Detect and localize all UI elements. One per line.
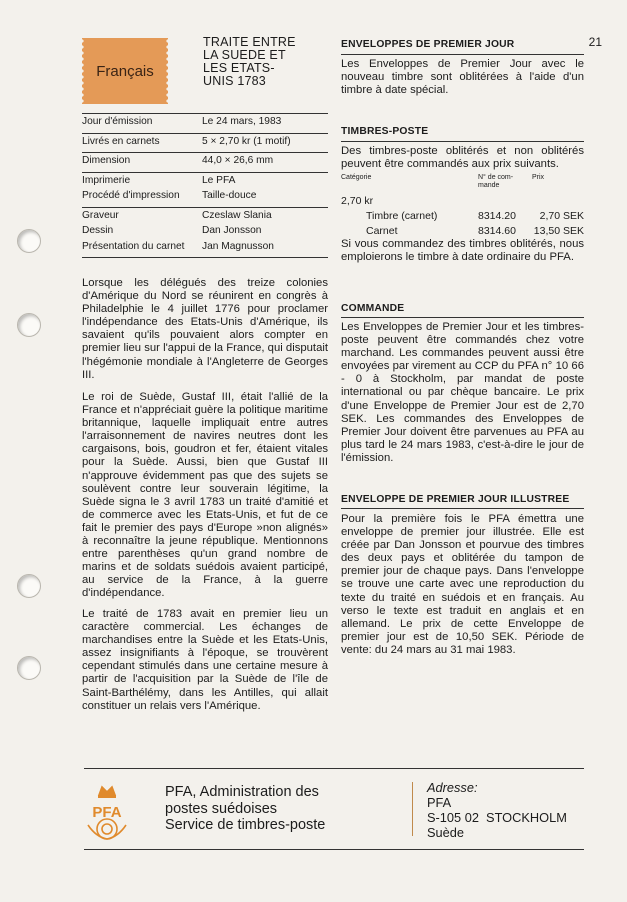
detail-label: Imprimerie (82, 174, 131, 186)
language-stamp-badge (82, 38, 168, 104)
body-paragraph: Lorsque les délégués des treize colonies d'Amérique du Nord se réunirent en congrès à Philadelphie le 4 juillet 1776 pour proclamer l'indépendance des Etats-Unis d'Amérique, ils savaient qu'ils pouvaient alors compter en premier lieu sur l'appui de la France, qui disputait l'hégémonie mondiale à l'Angleterre de Georges III. (82, 277, 328, 381)
section-stamps-intro (341, 145, 584, 171)
header-line: N° de com- (478, 174, 514, 181)
section-stamps-note (341, 238, 584, 264)
org-line: postes suédoises (165, 800, 278, 817)
binder-hole (17, 656, 41, 680)
detail-row (82, 153, 328, 169)
org-line: PFA, Administration des (165, 784, 319, 800)
price-table-header (341, 174, 584, 192)
price-row (341, 224, 584, 239)
price-item: Timbre (carnet) (366, 210, 438, 222)
page-title (203, 36, 323, 88)
title-line: LA SUEDE ET (203, 48, 286, 62)
section-text: Si vous commandez des timbres oblitérés, nous emploierons le timbre à date ordinaire du PFA. (341, 238, 584, 264)
detail-value: 5 × 2,70 kr (1 motif) (202, 135, 291, 147)
price-value: 2,70 SEK (539, 210, 584, 222)
title-line: TRAITE ENTRE (203, 35, 296, 49)
footer-divider (412, 782, 413, 836)
org-line: Service de timbres-poste (165, 817, 326, 833)
divider (341, 54, 584, 55)
address-line: PFA (427, 795, 452, 810)
detail-value: Le 24 mars, 1983 (202, 116, 282, 127)
detail-value: Dan Jonsson (202, 225, 262, 236)
page-number: 21 (588, 35, 602, 49)
price-table (341, 174, 584, 239)
section-text: Des timbres-poste oblitérés et non oblitérés peuvent être commandés aux prix suivants. (341, 145, 584, 171)
section-heading: TIMBRES-POSTE (341, 126, 429, 137)
language-label: Français (96, 62, 154, 80)
detail-value: 44,0 × 26,6 mm (202, 155, 274, 166)
section-text: Pour la première fois le PFA émettra une enveloppe de premier jour illustrée. Elle est créée par Dan Jonsson et pourvue des timbres des deux pays et oblitérée du tampon de premier jour de chaque pays. Dans l'enveloppe se trouve une carte avec une reproduction du texte du traité en suédois et en français. Au verso le texte est traduit en anglais et en allemand. Le prix de cette Enveloppe de premier jour est de 10,50 SEK. Période de vente: du 24 mars au 31 mai 1983. (341, 513, 584, 656)
price-group-row (341, 194, 584, 209)
section-heading: ENVELOPPE DE PREMIER JOUR ILLUSTREE (341, 494, 570, 505)
body-paragraph: Le traité de 1783 avait en premier lieu un caractère commercial. Les échanges de marchandises entre la Suède et les Etats-Unis, assez insignifiants à l'époque, se trouvèrent cependant stimulés dans une certaine mesure à partir de l'acquisition par la Suède de l'île de Saint-Barthélémy, dans les Antilles, qui allait constituer un relais vers l'Amérique. (82, 608, 328, 712)
detail-row (82, 208, 328, 224)
section-illustrated-body (341, 513, 584, 657)
organization-name (165, 784, 325, 834)
price-item: Carnet (366, 225, 398, 237)
price-value: 13,50 SEK (533, 225, 584, 237)
detail-row (82, 188, 328, 204)
column-header-order-no (478, 174, 513, 190)
price-row (341, 209, 584, 224)
section-order (341, 303, 584, 314)
section-text: Les Enveloppes de Premier Jour avec le nouveau timbre sont oblitérées à l'aide d'un timbre à date spécial. (341, 58, 584, 97)
detail-label: Livrés en carnets (82, 135, 160, 147)
price-order-no: 8314.60 (478, 225, 516, 237)
address-line: S-105 02 STOCKHOLM (427, 810, 567, 825)
detail-label: Dessin (82, 225, 114, 236)
detail-label: Procédé d'impression (82, 190, 180, 201)
body-paragraph: Le roi de Suède, Gustaf III, était l'allié de la France et n'appréciait guère la politique maritime britannique, laquelle impliquait entre autres l'arraisonnement de navires neutres dont les cargaisons, bois, goudron et fer, étaient vitales pour la Suède. Aussi, bien que Gustaf III n'approuve évidemment pas que des sujets se soulèvent contre leur souverain légitime, la Suède signa le 3 avril 1783 un traité d'amitié et de commerce avec les Etats-Unis, et fut de ce fait le premier des pays d'Europe »non alignés» à reconnaître la jeune république. Mentionnons entre parenthèses qu'un grand nombre de marins et de soldats suédois avaient participé, au service de la France, à la guerre d'indépendance. (82, 391, 328, 600)
detail-value: Czeslaw Slania (202, 209, 272, 221)
divider (341, 317, 584, 318)
column-header-price: Prix (532, 174, 545, 181)
detail-row (82, 114, 328, 130)
detail-row (82, 239, 328, 255)
logo-text: PFA (92, 804, 122, 821)
section-fdc (341, 39, 584, 50)
divider (341, 141, 584, 142)
section-fdc-body (341, 58, 584, 97)
detail-row (82, 223, 328, 239)
title-line: LES ETATS- (203, 61, 275, 75)
section-order-body (341, 321, 584, 465)
section-heading: COMMANDE (341, 303, 405, 314)
title-line: UNIS 1783 (203, 74, 266, 88)
footer-rule-top (84, 768, 584, 769)
section-illustrated (341, 494, 584, 505)
price-order-no: 8314.20 (478, 210, 516, 222)
detail-value: Le PFA (202, 174, 236, 186)
header-line: mande (478, 182, 500, 189)
footer-rule-bottom (84, 849, 584, 850)
pfa-posthorn-logo (82, 783, 132, 841)
detail-label: Présentation du carnet (82, 240, 185, 252)
binder-hole (17, 313, 41, 337)
postal-address (427, 780, 567, 840)
binder-hole (17, 229, 41, 253)
detail-value: Jan Magnusson (202, 240, 274, 252)
address-line: Suède (427, 825, 465, 840)
detail-row (82, 134, 328, 150)
binder-hole (17, 574, 41, 598)
detail-label: Dimension (82, 155, 131, 166)
detail-label: Jour d'émission (82, 116, 153, 127)
section-heading: ENVELOPPES DE PREMIER JOUR (341, 39, 515, 50)
divider (341, 508, 584, 509)
section-text: Les Enveloppes de Premier Jour et les timbres-poste peuvent être commandés chez votre marchand. Les commandes peuvent aussi être envoyées par virement au CCP du PFA n° 10 66 - 0 à Stockholm, par mandat de poste international ou par chèque bancaire. Le prix d'une Enveloppe de Premier Jour est de 2,70 SEK. Les commandes des Enveloppes de Premier Jour doivent être parvenues au PFA au plus tard le 24 mars 1983, c'est-à-dire le jour de l'émission. (341, 321, 584, 464)
detail-label: Graveur (82, 209, 119, 221)
address-label: Adresse: (427, 780, 478, 795)
detail-row (82, 173, 328, 189)
section-stamps (341, 126, 584, 137)
issue-details-table (82, 113, 328, 258)
divider (82, 257, 328, 258)
price-group-label: 2,70 kr (341, 195, 374, 207)
detail-value: Taille-douce (202, 190, 257, 201)
column-header-category: Catégorie (341, 174, 372, 181)
